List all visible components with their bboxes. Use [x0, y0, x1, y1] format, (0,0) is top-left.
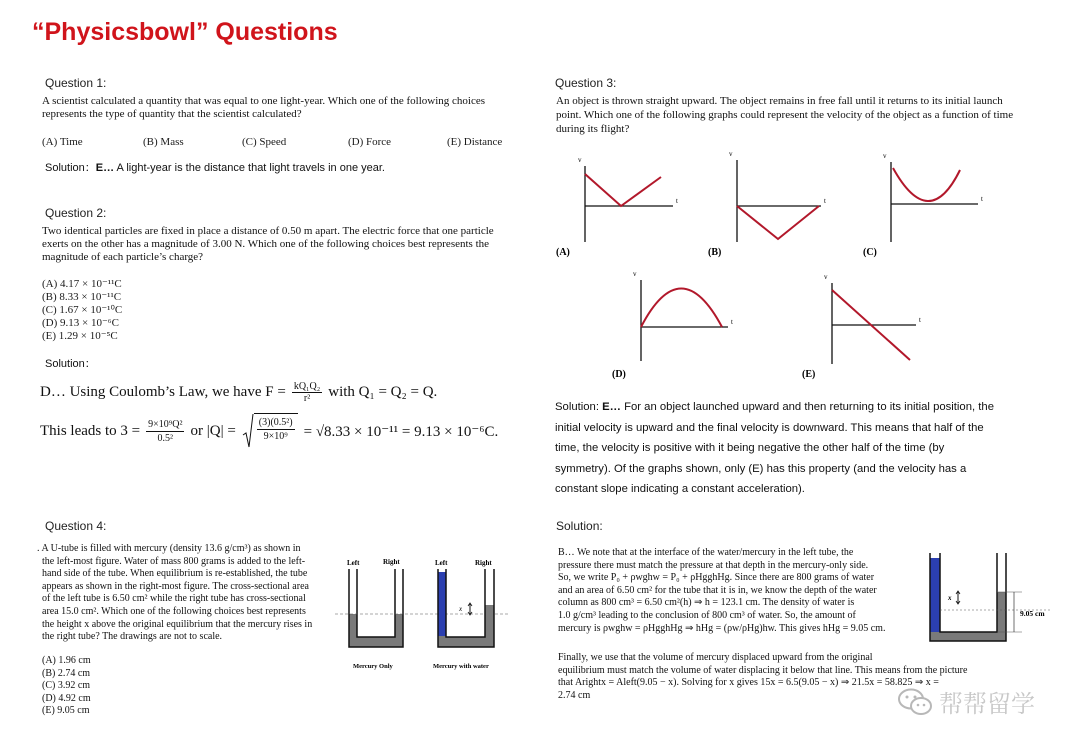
- q4-option-b: (B) 2.74 cm: [42, 667, 91, 679]
- q1-solution-label: Solution：: [45, 162, 96, 174]
- q4-text-line1: . A U-tube is filled with mercury (density 13.6 g/cm³) as shown in: [37, 543, 301, 554]
- q4-option-c: (C) 3.92 cm: [42, 680, 91, 692]
- utube-mercury-water: [433, 559, 494, 670]
- q2-sol-line2-root-fraction: [254, 413, 298, 449]
- graph-b: [708, 150, 826, 258]
- graph-a-v-label: v: [578, 156, 582, 164]
- q2-text-line3: magnitude of each particle’s charge?: [42, 251, 204, 263]
- q3-solution-line5: constant slope indicating a constant acceleration).: [555, 483, 805, 495]
- watermark: [897, 684, 1035, 719]
- q4-sol-line7: mercury is ρwghw = ρHgghHg ⇒ hHg = (ρw/ρHg)hw. This gives hHg = 9.05 cm.: [558, 622, 886, 634]
- q2-option-d: (D) 9.13 × 10⁻⁶C: [42, 317, 119, 329]
- q2-sol-line1-den: r²: [303, 393, 311, 404]
- q4-sol-line2: pressure there must match the pressure at that depth in the mercury-only side.: [558, 559, 869, 571]
- q3-solution-text-1: For an object launched upward and then returning to its initial position, the: [620, 401, 994, 413]
- q2-sol-line2-c: = √8.33 × 10⁻¹¹ = 9.13 × 10⁻⁶C.: [303, 423, 499, 440]
- utube-mercury-only: [335, 558, 510, 670]
- graph-b-t-label: t: [824, 197, 826, 205]
- q4-sol-line10: that Arightx = Aleft(9.05 − x). Solving for x gives 15x = 6.5(9.05 − x) ⇒ 21.5x = 58.825 ⇒ x =: [558, 677, 939, 689]
- q2-sol-line2-den: 0.5²: [157, 432, 174, 444]
- q3-solution: [555, 397, 1055, 500]
- graph-d-t-label: t: [731, 318, 733, 326]
- q4-sol-line4: and an area of 6.50 cm² for the tube that it is in, we know the depth of the water: [558, 584, 877, 596]
- q2-option-a: (A) 4.17 × 10⁻¹¹C: [42, 278, 122, 290]
- q4-text-line2: the left-most figure. Water of mass 800 grams is added to the left-: [42, 555, 306, 567]
- q2-solution-line1: [40, 381, 437, 404]
- graph-e-v-label: v: [824, 273, 828, 281]
- q4sol-x-label: x: [948, 594, 952, 602]
- q2-sol-line1-fraction: [292, 381, 322, 404]
- sqrt-icon: [242, 413, 254, 449]
- q4-sol-line11: 2.74 cm: [558, 689, 591, 701]
- q3-solution-answer: E…: [602, 401, 621, 413]
- q3-solution-line3: time, the velocity is positive with it being negative the other half of the time (by: [555, 442, 945, 454]
- q4-text-line6: area 15.0 cm². Which one of the following choices best represents: [42, 605, 306, 617]
- utube2-x-label: x: [459, 605, 463, 613]
- q1-heading: Question 1:: [45, 76, 107, 90]
- wechat-icon: [897, 687, 933, 717]
- q4-sol-line1: B… We note that at the interface of the water/mercury in the left tube, the: [558, 547, 854, 558]
- graph-c-label: (C): [863, 247, 877, 258]
- graph-a-t-label: t: [676, 197, 678, 205]
- q3-text-line1: An object is thrown straight upward. The object remains in free fall until it returns to its initial launch: [556, 95, 1003, 107]
- utube2-caption: Mercury with water: [433, 663, 489, 670]
- utube1-caption: Mercury Only: [353, 663, 393, 670]
- q4-text-line4: appears as shown in the right-most figure. The cross-sectional area: [42, 580, 309, 592]
- q4-sol-line6: 1.0 g/cm³ leading to the conclusion of 800 cm³ of water. So, the amount of: [558, 609, 856, 621]
- graph-e: [802, 273, 921, 380]
- q4-sol-line9: equilibrium must match the volume of water displacing it below that line. This means from the picture: [558, 664, 968, 676]
- q4-solution-heading: Solution:: [556, 519, 603, 533]
- q2-option-c: (C) 1.67 × 10⁻¹⁰C: [42, 304, 123, 316]
- q4-sol-line5: column as 800 cm³ = 6.50 cm²(h) ⇒ h = 123.1 cm. The density of water is: [558, 597, 855, 609]
- q1-text-line1: A scientist calculated a quantity that was equal to one light-year. Which one of the following choices: [42, 95, 486, 107]
- q2-sol-line2-root: [242, 413, 298, 449]
- graph-d-label: (D): [612, 369, 626, 380]
- q4-option-a: (A) 1.96 cm: [42, 655, 91, 666]
- graph-b-label: (B): [708, 247, 722, 258]
- q3-text-line3: during its flight?: [556, 123, 630, 135]
- q1-option-b: (B) Mass: [143, 136, 184, 148]
- q1-option-d: (D) Force: [348, 136, 392, 148]
- q2-text-line2: exerts on the other has a magnitude of 3.00 N. Which one of the following choices best represents the: [42, 238, 490, 250]
- q4-text-line5: of the left tube is 6.50 cm² while the right tube has cross-sectional: [42, 593, 306, 605]
- utube1-left-label: Left: [347, 559, 360, 567]
- q3-graphs: [548, 148, 1048, 388]
- q3-solution-line1: [555, 397, 1055, 418]
- page-title: “Physicsbowl” Questions: [32, 18, 338, 46]
- q1-solution-answer: E…: [95, 162, 115, 174]
- q3-solution-line4: symmetry). Of the graphs shown, only (E) has this property (and the velocity has a: [555, 462, 967, 475]
- q1-solution: [45, 159, 385, 175]
- q4-text-line8: the right tube? The drawings are not to scale.: [42, 631, 223, 643]
- q1-option-a: (A) Time: [42, 136, 83, 148]
- utube2-left-label: Left: [435, 559, 448, 567]
- graph-e-label: (E): [802, 369, 816, 380]
- watermark-text: 帮帮留学: [939, 690, 1035, 718]
- q2-sol-line2-root-den: 9×10⁹: [263, 431, 288, 442]
- q2-sol-line1-num: kQ₁Q₂: [293, 381, 321, 392]
- q4-text-line3: hand side of the tube. When equilibrium is re-established, the tube: [42, 568, 308, 580]
- q3-text-line2: point. Which one of the following graphs could represent the velocity of the object as a function of time: [556, 109, 1014, 121]
- q4-option-d: (D) 4.92 cm: [42, 692, 91, 704]
- q2-option-e: (E) 1.29 × 10⁻⁵C: [42, 330, 118, 342]
- q4-option-e: (E) 9.05 cm: [42, 705, 90, 717]
- graph-d: [612, 270, 733, 380]
- q2-solution-line2: [40, 413, 498, 449]
- utube1-right-label: Right: [383, 558, 400, 566]
- graph-a: [556, 156, 678, 258]
- q4-utube-figures: [335, 552, 515, 677]
- q2-sol-line2-a: This leads to 3 =: [40, 422, 141, 439]
- q2-sol-line2-root-num: (3)(0.5²): [258, 417, 293, 428]
- q4sol-dim-label: 9.05 cm: [1020, 609, 1045, 618]
- graph-c-t-label: t: [981, 195, 983, 203]
- q2-sol-line1-a: D… Using Coulomb’s Law, we have F =: [40, 384, 286, 400]
- graph-d-v-label: v: [633, 270, 637, 278]
- graph-c: [863, 152, 983, 258]
- q2-sol-line1-b: with Q₁ = Q₂ = Q.: [328, 384, 438, 400]
- q1-solution-text: A light-year is the distance that light travels in one year.: [114, 162, 385, 174]
- utube2-right-label: Right: [475, 559, 492, 567]
- q4-solution-figure: [922, 548, 1052, 648]
- q2-sol-line2-b: or |Q| =: [190, 422, 236, 439]
- q4-sol-line8: Finally, we use that the volume of mercury displaced upward from the original: [558, 652, 873, 663]
- q2-text-line1: Two identical particles are fixed in place a distance of 0.50 m apart. The electric force that one particle: [42, 225, 494, 237]
- q4-sol-line3: So, we write P₀ + ρwghw = P₀ + ρHgghHg. Since there are 800 grams of water: [558, 572, 875, 584]
- q3-solution-label: Solution:: [555, 401, 603, 413]
- q4-solution-text-top: [558, 547, 918, 635]
- q3-heading: Question 3:: [555, 76, 617, 90]
- q4-text: [37, 543, 327, 644]
- graph-e-t-label: t: [919, 316, 921, 324]
- q2-sol-line2-fraction: [146, 418, 184, 445]
- graph-a-label: (A): [556, 247, 570, 258]
- q1-option-c: (C) Speed: [242, 136, 287, 148]
- graph-c-v-label: v: [883, 152, 887, 160]
- graph-b-v-label: v: [729, 150, 733, 158]
- q1-option-e: (E) Distance: [447, 136, 503, 148]
- q2-solution-label: Solution：: [45, 358, 96, 370]
- q4-heading: Question 4:: [45, 519, 107, 533]
- q4-options: [42, 655, 91, 718]
- q3-solution-line2: initial velocity is upward and the final velocity is downward. This means that half of the: [555, 421, 984, 434]
- q2-heading: Question 2:: [45, 206, 107, 220]
- q1-text-line2: represents the type of quantity that the scientist calculated?: [42, 108, 302, 120]
- q2-sol-line2-num: 9×10⁹Q²: [148, 418, 183, 430]
- q2-option-b: (B) 8.33 × 10⁻¹¹C: [42, 291, 122, 303]
- q4-text-line7: the height x above the original equilibrium that the mercury rises in: [42, 618, 313, 630]
